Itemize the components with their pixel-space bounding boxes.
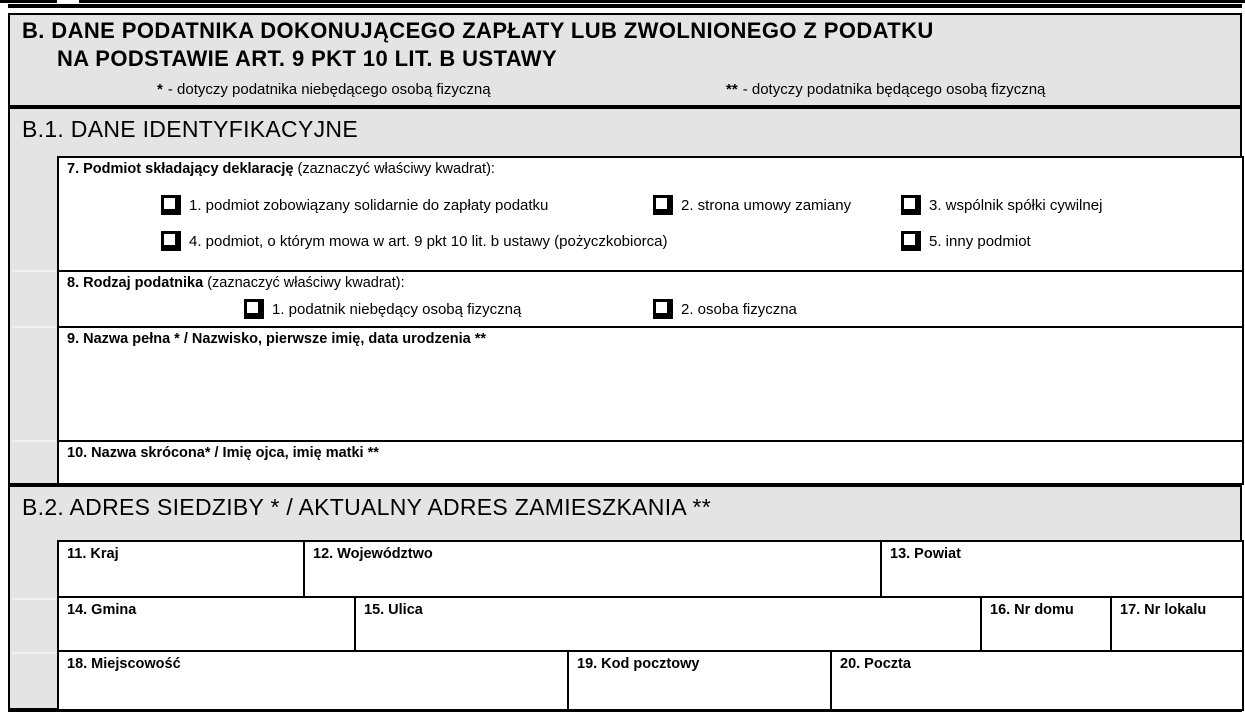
identification-fields-table (57, 156, 1244, 485)
option-8-2 (653, 299, 797, 319)
footnote-single-asterisk (157, 81, 491, 98)
field-8-rodzaj-podatnika (59, 272, 1242, 328)
double-asterisk-marker: ** (726, 81, 738, 98)
option-8-1-label: 1. podatnik niebędący osobą fizyczną (272, 300, 522, 318)
field-14-gmina-input[interactable] (59, 598, 356, 650)
gutter-separator (12, 270, 56, 272)
field-8-label (67, 275, 405, 291)
option-7-4 (161, 231, 668, 251)
section-b1-title: B.1. DANE IDENTYFIKACYJNE (22, 116, 358, 142)
option-7-5 (901, 231, 1031, 251)
field-13-label: 13. Powiat (890, 546, 961, 562)
option-7-1-label: 1. podmiot zobowiązany solidarnie do zapłaty podatku (189, 196, 549, 214)
section-b2-title: B.2. ADRES SIEDZIBY * / AKTUALNY ADRES ZAMIESZKANIA ** (22, 494, 711, 520)
field-9-nazwa-pelna-input[interactable] (59, 328, 1242, 442)
field-10-nazwa-skrocona-input[interactable] (59, 442, 1242, 483)
section-b2 (8, 485, 1242, 712)
field-7-label-bold: 7. Podmiot składający deklarację (67, 161, 294, 177)
address-fields-table (57, 540, 1244, 711)
gutter-separator (12, 326, 56, 328)
field-8-hint: (zaznaczyć właściwy kwadrat): (207, 275, 405, 291)
checkbox-8-1[interactable] (244, 299, 264, 319)
field-19-kod-pocztowy-input[interactable] (569, 652, 832, 709)
field-15-label: 15. Ulica (364, 602, 423, 618)
field-8-label-bold: 8. Rodzaj podatnika (67, 275, 204, 291)
address-row-3 (59, 652, 1242, 709)
option-7-4-label: 4. podmiot, o którym mowa w art. 9 pkt 10 lit. b ustawy (pożyczkobiorca) (189, 232, 668, 250)
address-row-2 (59, 598, 1242, 652)
gutter-separator (12, 440, 56, 442)
field-17-label: 17. Nr lokalu (1120, 602, 1207, 618)
field-13-powiat-input[interactable] (882, 542, 1242, 596)
option-7-1 (161, 195, 548, 215)
option-7-3-label: 3. wspólnik spółki cywilnej (929, 196, 1103, 214)
checkbox-7-5[interactable] (901, 231, 921, 251)
field-16-label: 16. Nr domu (990, 602, 1074, 618)
section-b-title-line1: B. DANE PODATNIKA DOKONUJĄCEGO ZAPŁATY LUB ZWOLNIONEGO Z PODATKU (22, 18, 934, 43)
field-18-label: 18. Miejscowość (67, 656, 181, 672)
footnote-double-asterisk (726, 81, 1045, 98)
option-8-1 (244, 299, 521, 319)
address-row-1 (59, 542, 1242, 598)
option-7-2-label: 2. strona umowy zamiany (681, 196, 852, 214)
field-7-podmiot-skladajacy (59, 158, 1242, 272)
checkbox-7-3[interactable] (901, 195, 921, 215)
asterisk-marker: * (157, 81, 163, 98)
option-7-3 (901, 195, 1102, 215)
checkbox-7-4[interactable] (161, 231, 181, 251)
section-b-header (8, 13, 1242, 107)
field-20-poczta-input[interactable] (832, 652, 1242, 709)
field-11-label: 11. Kraj (67, 546, 119, 562)
field-14-label: 14. Gmina (67, 602, 137, 618)
field-18-miejscowosc-input[interactable] (59, 652, 569, 709)
field-16-nr-domu-input[interactable] (982, 598, 1112, 650)
field-7-hint: (zaznaczyć właściwy kwadrat): (297, 161, 495, 177)
top-divider-line-2 (8, 4, 1242, 8)
field-20-label: 20. Poczta (840, 656, 911, 672)
checkbox-7-1[interactable] (161, 195, 181, 215)
field-19-label: 19. Kod pocztowy (577, 656, 700, 672)
field-11-kraj-input[interactable] (59, 542, 305, 596)
top-divider-notch (57, 0, 79, 3)
field-17-nr-lokalu-input[interactable] (1112, 598, 1242, 650)
option-8-2-label: 2. osoba fizyczna (681, 300, 797, 318)
option-7-5-label: 5. inny podmiot (929, 232, 1031, 250)
footnote-left-text: - dotyczy podatnika niebędącego osobą fizyczną (167, 81, 491, 98)
field-10-label: 10. Nazwa skrócona* / Imię ojca, imię matki ** (67, 445, 379, 461)
checkbox-8-2[interactable] (653, 299, 673, 319)
gutter-separator (12, 598, 56, 600)
field-9-label: 9. Nazwa pełna * / Nazwisko, pierwsze imię, data urodzenia ** (67, 331, 487, 347)
footnote-right-text: - dotyczy podatnika będącego osobą fizyczną (742, 81, 1046, 98)
field-12-wojewodztwo-input[interactable] (305, 542, 882, 596)
section-b-title-line2: NA PODSTAWIE ART. 9 PKT 10 LIT. B USTAWY (57, 46, 558, 71)
field-15-ulica-input[interactable] (356, 598, 982, 650)
option-7-2 (653, 195, 851, 215)
checkbox-7-2[interactable] (653, 195, 673, 215)
gutter-separator (12, 652, 56, 654)
field-7-label (67, 161, 495, 177)
section-b1 (8, 107, 1242, 485)
field-12-label: 12. Województwo (313, 546, 433, 562)
top-divider-line (0, 0, 1245, 3)
